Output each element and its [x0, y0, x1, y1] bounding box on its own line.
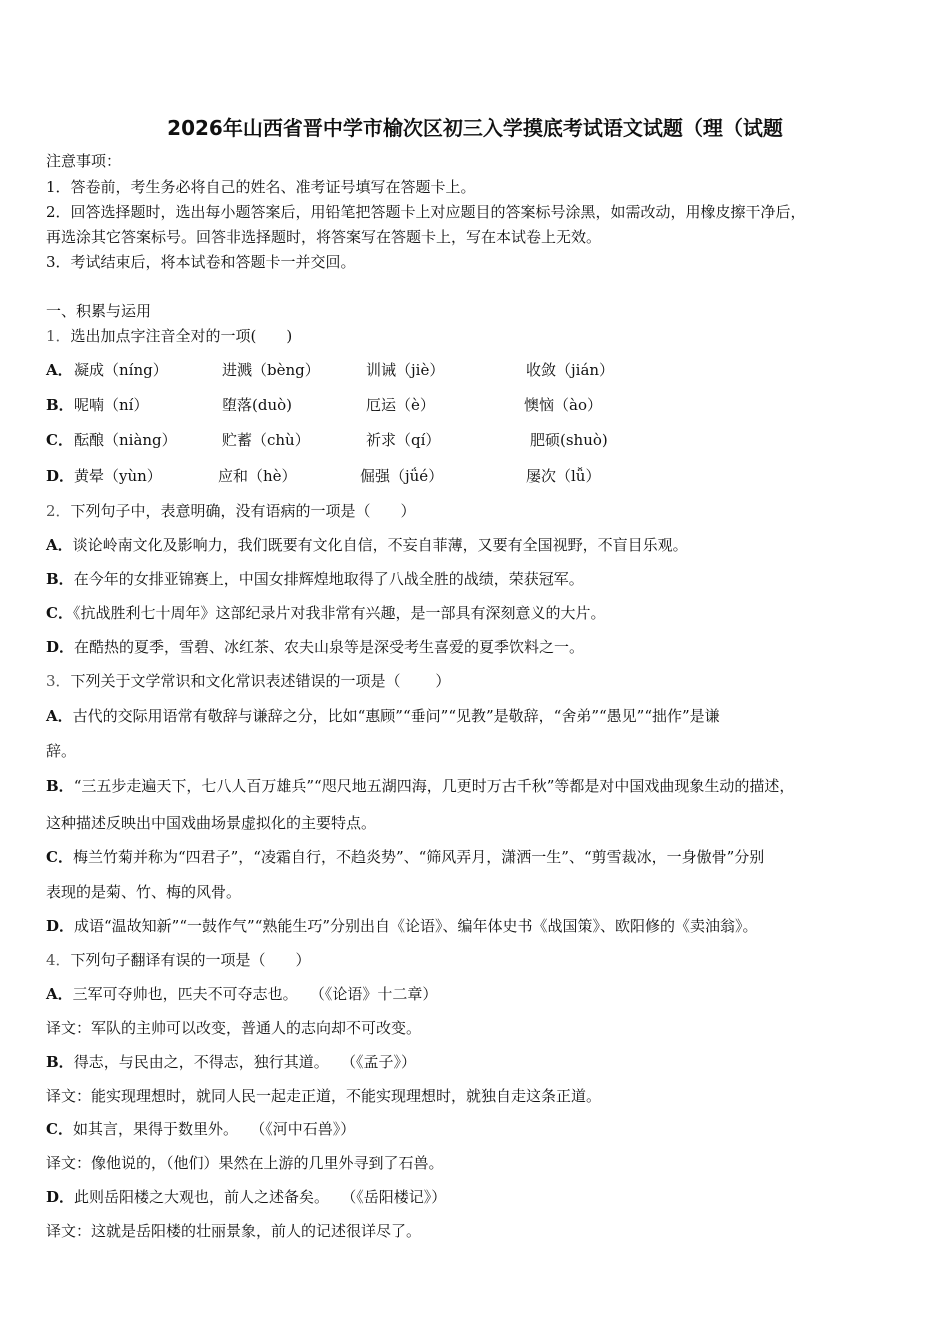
option-label: D．	[46, 1188, 75, 1206]
q4-option-c	[46, 1119, 355, 1139]
question-text: 下列句子中，表意明确，没有语病的一项是（ ）	[70, 502, 416, 520]
question-text: 下列关于文学常识和文化常识表述错误的一项是（ ）	[70, 672, 451, 690]
q2-option-a	[46, 535, 688, 555]
option-text: 得志，与民由之，不得志，独行其道。 （《孟子》）	[73, 1053, 416, 1071]
q3-option-c-cont: 表现的是菊、竹、梅的风骨。	[46, 883, 242, 901]
option-text: 古代的交际用语常有敬辞与谦辞之分，比如“惠顾”“垂问”“见教”是敬辞，“舍弟”“愚见”“拙作”是谦	[72, 707, 720, 725]
q3-option-d	[46, 916, 758, 936]
notice-item-3: 3．考试结束后，将本试卷和答题卡一并交回。	[46, 253, 356, 271]
option-item: 贮蓄（chù）	[222, 431, 310, 449]
option-label: A．	[46, 985, 73, 1003]
q3-option-b	[46, 776, 794, 796]
q4-translation-c: 译文：像他说的，（他们）果然在上游的几里外寻到了石兽。	[46, 1154, 444, 1172]
q1-option-row-b	[46, 395, 926, 415]
question-number: 4．	[46, 951, 71, 969]
option-label: B．	[46, 1053, 74, 1071]
option-text: 在酷热的夏季，雪碧、冰红茶、农夫山泉等是深受考生喜爱的夏季饮料之一。	[74, 638, 585, 656]
option-label: D．	[46, 917, 75, 935]
q4-option-a	[46, 984, 437, 1004]
notice-heading: 注意事项：	[46, 152, 122, 170]
question-1-stem	[46, 326, 292, 346]
q4-option-b	[46, 1052, 416, 1072]
notice-item-1: 1．答卷前，考生务必将自己的姓名、准考证号填写在答题卡上。	[46, 178, 476, 196]
option-text: 《抗战胜利七十周年》这部纪录片对我非常有兴趣，是一部具有深刻意义的大片。	[72, 604, 606, 622]
option-item: 呢喃（ní）	[74, 396, 149, 414]
option-item: 屡次（lǚ）	[526, 467, 601, 485]
question-text: 下列句子翻译有误的一项是（ ）	[70, 951, 311, 969]
option-label: A．	[46, 707, 73, 725]
notice-item-2: 2．回答选择题时，选出每小题答案后，用铅笔把答题卡上对应题目的答案标号涂黑，如需改动，用橡皮擦干净后，	[46, 203, 806, 221]
option-item: 应和（hè）	[218, 467, 297, 485]
option-item: 懊恼（ào）	[524, 396, 602, 414]
option-item: 倔强（jǘé）	[360, 467, 444, 485]
option-text: 此则岳阳楼之大观也，前人之述备矣。 （《岳阳楼记》）	[74, 1188, 447, 1206]
option-item: 进溅（bèng）	[222, 361, 320, 379]
q2-option-c	[46, 603, 605, 623]
option-label: B．	[46, 396, 74, 414]
option-label: C．	[46, 604, 73, 622]
option-label: B．	[46, 570, 74, 588]
question-3-stem	[46, 671, 450, 691]
option-label: C．	[46, 848, 73, 866]
option-label: C．	[46, 1120, 73, 1138]
q4-translation-b: 译文：能实现理想时，就同人民一起走正道，不能实现理想时，就独自走这条正道。	[46, 1087, 602, 1105]
question-number: 2．	[46, 502, 71, 520]
page-title: 2026年山西省晋中学市榆次区初三入学摸底考试语文试题（理（试题	[167, 116, 783, 140]
option-item: 厄运（è）	[366, 396, 435, 414]
option-label: A．	[46, 361, 73, 379]
question-number: 3．	[46, 672, 71, 690]
q1-option-row-c	[46, 430, 926, 450]
q4-translation-d: 译文：这就是岳阳楼的壮丽景象，前人的记述很详尽了。	[46, 1222, 422, 1240]
option-item: 酝酿（niàng）	[74, 431, 177, 449]
q3-option-c	[46, 847, 764, 867]
option-label: A．	[46, 536, 73, 554]
question-2-stem	[46, 501, 416, 521]
option-item: 堕落(duò)	[222, 396, 292, 414]
q1-option-row-d	[46, 466, 926, 486]
section-heading: 一、积累与运用	[46, 302, 152, 320]
option-item: 肥硕(shuò)	[530, 431, 608, 449]
option-label: B．	[46, 777, 74, 795]
option-item: 黄晕（yùn）	[74, 467, 162, 485]
question-4-stem	[46, 950, 311, 970]
option-text: “三五步走遍天下，七八人百万雄兵”“咫尺地五湖四海，几更时万古千秋”等都是对中国戏曲现象生动的描述，	[73, 777, 795, 795]
q2-option-d	[46, 637, 584, 657]
option-text: 谈论岭南文化及影响力，我们既要有文化自信，不妄自菲薄，又要有全国视野，不盲目乐观。	[72, 536, 688, 554]
q3-option-a-cont: 辞。	[46, 742, 77, 760]
option-text: 在今年的女排亚锦赛上，中国女排辉煌地取得了八战全胜的战绩，荣获冠军。	[73, 570, 584, 588]
q3-option-b-cont: 这种描述反映出中国戏曲场景虚拟化的主要特点。	[46, 814, 377, 832]
q3-option-a	[46, 706, 720, 726]
q4-translation-a: 译文：军队的主帅可以改变，普通人的志向却不可改变。	[46, 1019, 422, 1037]
option-label: D．	[46, 467, 75, 485]
notice-item-2-cont: 再选涂其它答案标号。回答非选择题时，将答案写在答题卡上，写在本试卷上无效。	[46, 228, 602, 246]
option-text: 梅兰竹菊并称为“四君子”，“凌霜自行，不趋炎势”、“筛风弄月，潇洒一生”、“剪雪裁冰，一身傲骨”分别	[72, 848, 765, 866]
option-label: D．	[46, 638, 75, 656]
question-number: 1．	[46, 327, 71, 345]
option-text: 三军可夺帅也，匹夫不可夺志也。 （《论语》十二章）	[72, 985, 438, 1003]
option-item: 凝成（níng）	[74, 361, 168, 379]
q2-option-b	[46, 569, 584, 589]
option-text: 如其言，果得于数里外。 （《河中石兽》）	[72, 1120, 356, 1138]
option-item: 训诫（jiè）	[366, 361, 445, 379]
question-text: 选出加点字注音全对的一项( )	[70, 327, 293, 345]
q4-option-d	[46, 1187, 446, 1207]
option-label: C．	[46, 431, 73, 449]
option-item: 祈求（qí）	[366, 431, 441, 449]
q1-option-row-a	[46, 360, 926, 380]
option-text: 成语“温故知新”“一鼓作气”“熟能生巧”分别出自《论语》、编年体史书《战国策》、欧阳修的《卖油翁》。	[74, 917, 758, 935]
option-item: 收敛（jián）	[526, 361, 615, 379]
